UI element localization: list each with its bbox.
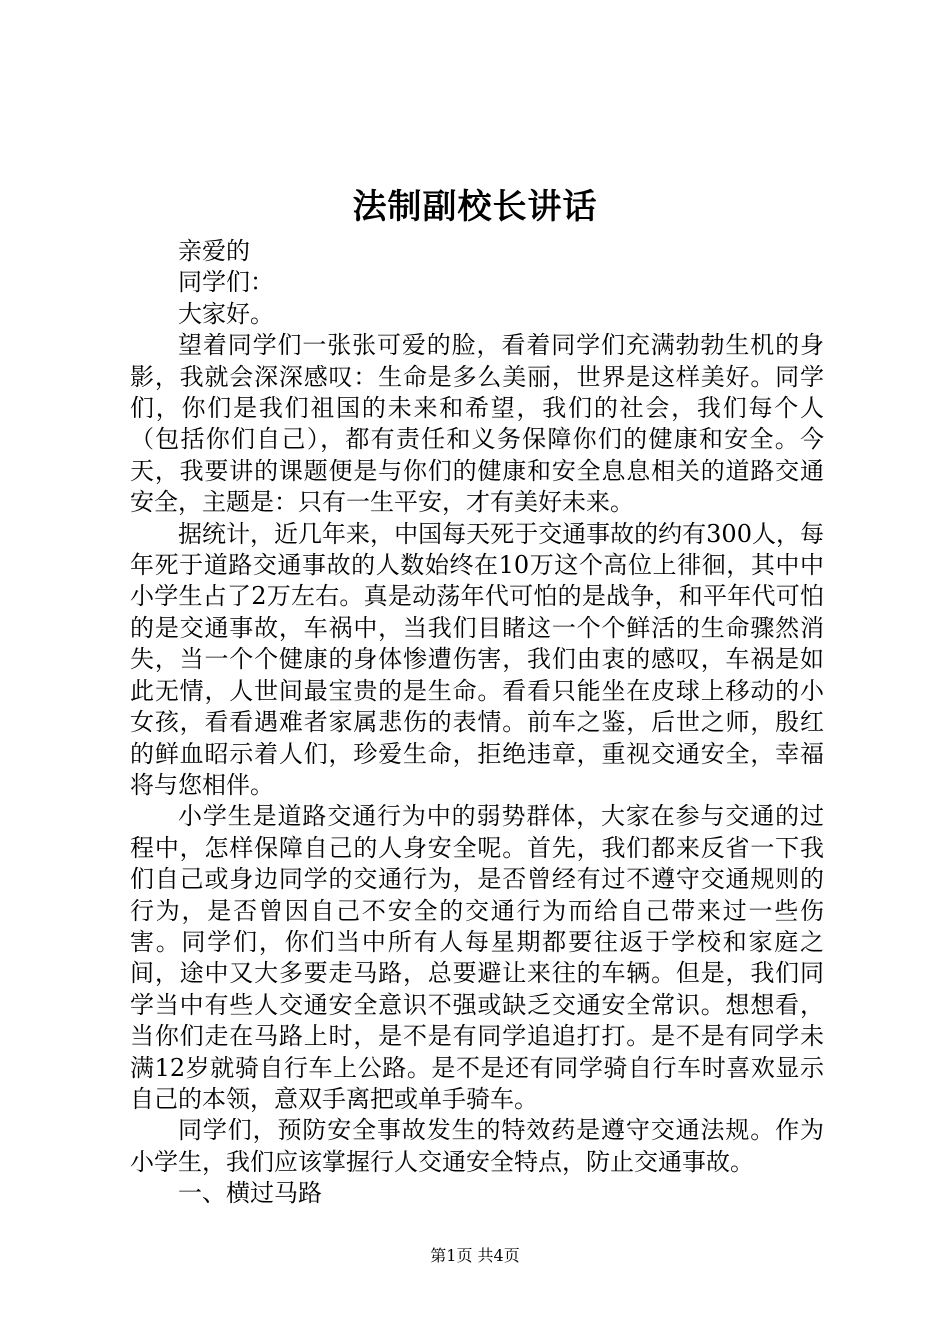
body-paragraph: 同学们，预防安全事故发生的特效药是遵守交通法规。作为小学生，我们应该掌握行人交通安全特点，防止交通事故。 — [130, 1116, 824, 1176]
document-body — [130, 236, 824, 1210]
greeting-line: 大家好。 — [178, 299, 274, 328]
body-paragraph: 望着同学们一张张可爱的脸，看着同学们充满勃勃生机的身影，我就会深深感叹：生命是多么美丽，世界是这样美好。同学们，你们是我们祖国的未来和希望，我们的社会，我们每个人（包括你们自己），都有责任和义务保障你们的健康和安全。今天，我要讲的课题便是与你们的健康和安全息息相关的道路交通安全，主题是：只有一生平安，才有美好未来。 — [130, 331, 824, 517]
section-heading: 一、横过马路 — [178, 1179, 322, 1208]
salutation-line-2: 同学们： — [178, 268, 274, 297]
document-title: 法制副校长讲话 — [352, 187, 598, 227]
body-paragraph: 小学生是道路交通行为中的弱势群体，大家在参与交通的过程中，怎样保障自己的人身安全呢。首先，我们都来反省一下我们自己或身边同学的交通行为，是否曾经有过不遵守交通规则的行为，是否曾因自己不安全的交通行为而给自己带来过一些伤害。同学们，你们当中所有人每星期都要往返于学校和家庭之间，途中又大多要走马路，总要避让来往的车辆。但是，我们同学当中有些人交通安全意识不强或缺乏交通安全常识。想想看，当你们走在马路上时，是不是有同学追追打打。是不是有同学未满12岁就骑自行车上公路。是不是还有同学骑自行车时喜欢显示自己的本领，意双手离把或单手骑车。 — [130, 802, 824, 1113]
salutation-line-1: 亲爱的 — [178, 237, 250, 265]
body-paragraph: 据统计，近几年来，中国每天死于交通事故的约有300人，每年死于道路交通事故的人数始终在10万这个高位上徘徊，其中中小学生占了2万左右。真是动荡年代可怕的是战争，和平年代可怕的是交通事故，车祸中，当我们目睹这一个个鲜活的生命骤然消失，当一个个健康的身体惨遭伤害，我们由衷的感叹，车祸是如此无情，人世间最宝贵的是生命。看看只能坐在皮球上移动的小女孩，看看遇难者家属悲伤的表情。前车之鉴，后世之师，殷红的鲜血昭示着人们，珍爱生命，拒绝违章，重视交通安全，幸福将与您相伴。 — [130, 519, 824, 799]
page-footer: 第1页 共4页 — [430, 1246, 520, 1265]
